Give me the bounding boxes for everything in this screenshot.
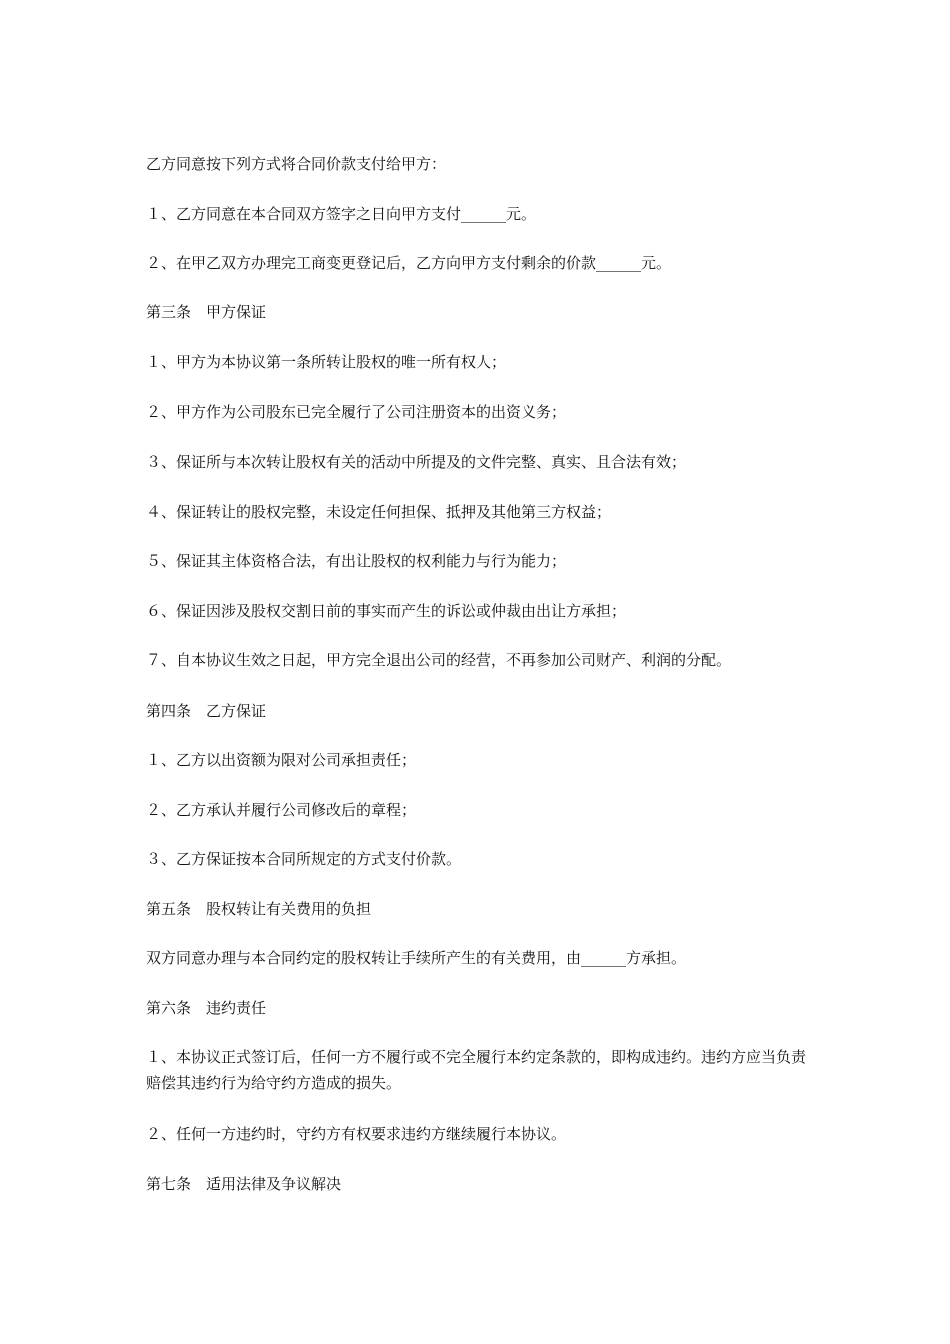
article-6-heading: 第六条 违约责任	[146, 999, 267, 1017]
article-3-heading: 第三条 甲方保证	[146, 303, 267, 321]
article-4-item-1: １、乙方以出资额为限对公司承担责任；	[146, 751, 417, 769]
article-3-item-7: ７、自本协议生效之日起，甲方完全退出公司的经营，不再参加公司财产、利润的分配。	[146, 651, 732, 669]
payment-item-1: １、乙方同意在本合同双方签字之日向甲方支付______元。	[146, 205, 537, 223]
article-5-heading: 第五条 股权转让有关费用的负担	[146, 900, 372, 918]
article-4-heading: 第四条 乙方保证	[146, 702, 267, 720]
article-4-item-2: ２、乙方承认并履行公司修改后的章程；	[146, 801, 417, 819]
article-7-heading: 第七条 适用法律及争议解决	[146, 1175, 342, 1193]
article-6-item-2: ２、任何一方违约时，守约方有权要求违约方继续履行本协议。	[146, 1125, 567, 1143]
article-3-item-1: １、甲方为本协议第一条所转让股权的唯一所有权人；	[146, 353, 507, 371]
article-3-item-4: ４、保证转让的股权完整，未设定任何担保、抵押及其他第三方权益；	[146, 503, 612, 521]
article-3-item-6: ６、保证因涉及股权交割日前的事实而产生的诉讼或仲裁由出让方承担；	[146, 602, 627, 620]
article-6-item-1: １、本协议正式签订后，任何一方不履行或不完全履行本约定条款的，即构成违约。违约方应当负责赔偿其违约行为给守约方造成的损失。	[146, 1048, 807, 1092]
article-3-item-3: ３、保证所与本次转让股权有关的活动中所提及的文件完整、真实、且合法有效；	[146, 453, 687, 471]
article-5-body: 双方同意办理与本合同约定的股权转让手续所产生的有关费用，由______方承担。	[146, 949, 687, 967]
payment-item-2: ２、在甲乙双方办理完工商变更登记后，乙方向甲方支付剩余的价款______元。	[146, 254, 672, 272]
article-4-item-3: ３、乙方保证按本合同所规定的方式支付价款。	[146, 850, 462, 868]
article-3-item-5: ５、保证其主体资格合法，有出让股权的权利能力与行为能力；	[146, 552, 567, 570]
article-3-item-2: ２、甲方作为公司股东已完全履行了公司注册资本的出资义务；	[146, 403, 567, 421]
payment-intro: 乙方同意按下列方式将合同价款支付给甲方：	[146, 155, 447, 173]
